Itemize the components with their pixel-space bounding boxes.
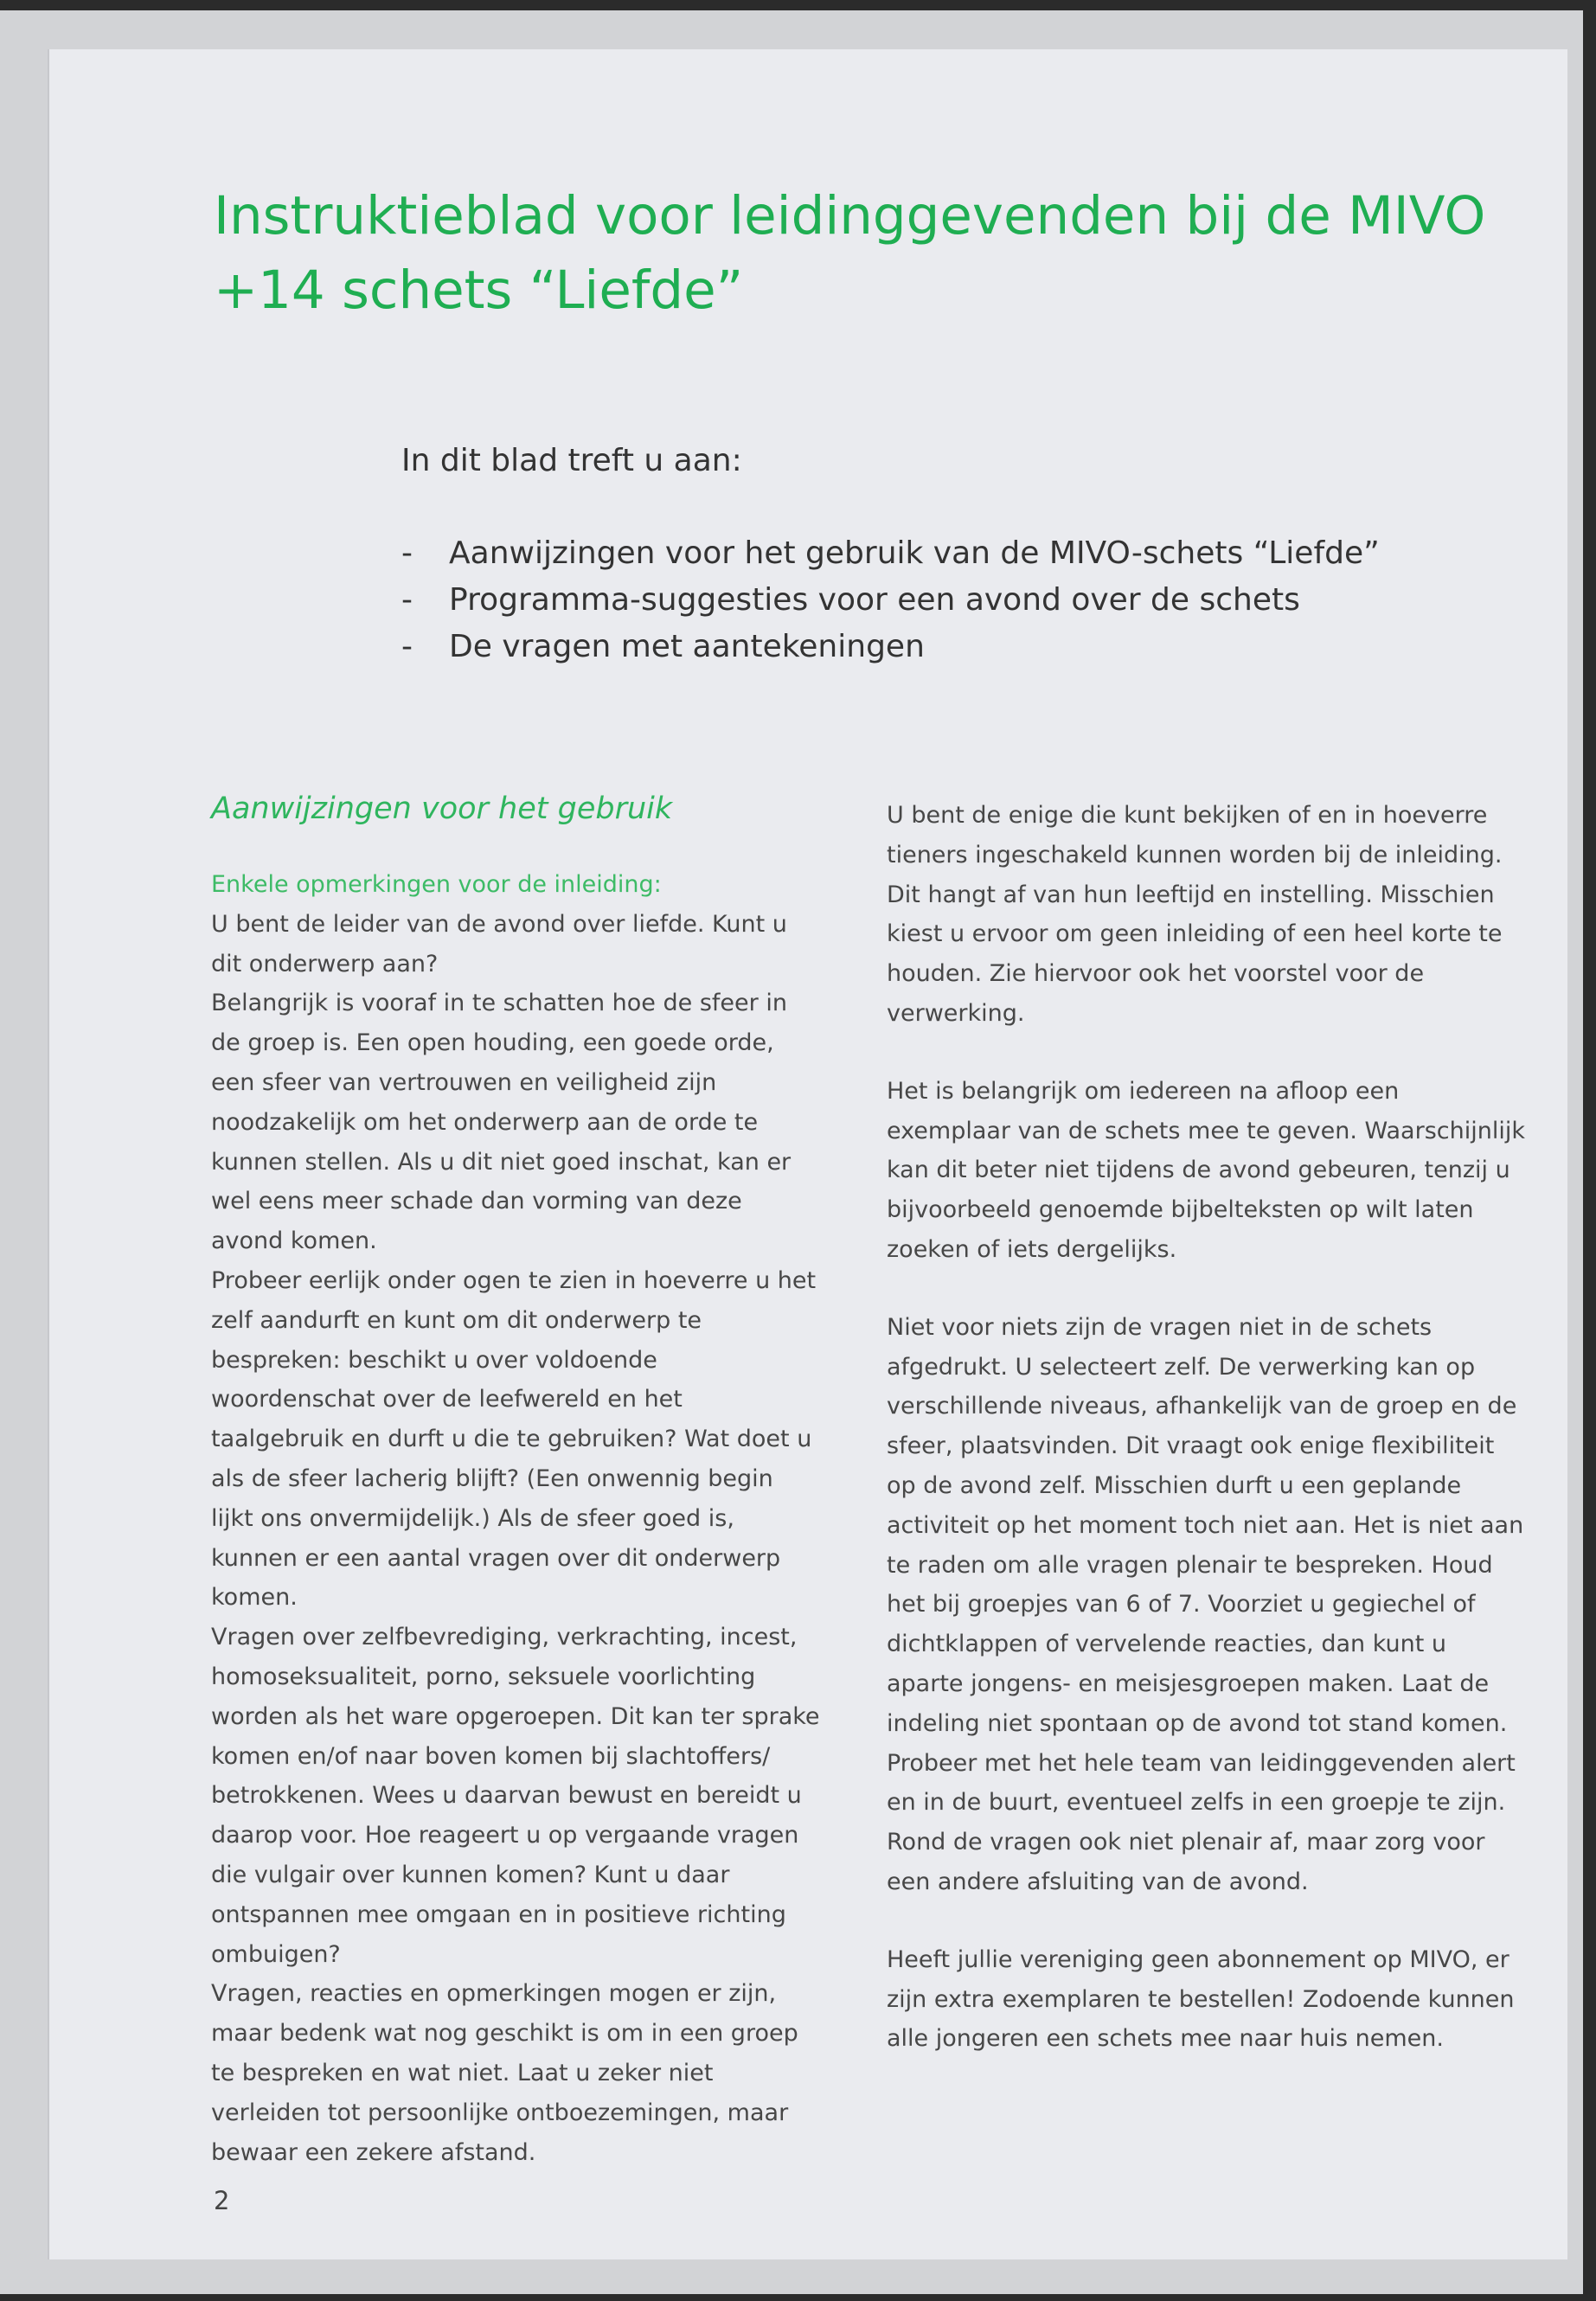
page-title-line-2: +14 schets “Liefde” (214, 260, 744, 321)
contents-list-item: - De vragen met aantekeningen (401, 624, 1380, 670)
body-paragraph: U bent de enige die kunt bekijken of en in hoeverre tieners ingeschakeld kunnen worden bij de inleiding. Dit hangt af van hun leeftijd en instelling. Misschien kiest u ervoor om geen inleiding of een heel korte te houden. Zie hiervoor ook het voorstel voor de verwerking. (887, 802, 1503, 1027)
contents-list-item: - Programma-suggesties voor een avond over de schets (401, 577, 1380, 624)
page-number: 2 (214, 2186, 230, 2215)
contents-list-item: - Aanwijzingen voor het gebruik van de MIVO-schets “Liefde” (401, 530, 1380, 577)
page-title (214, 179, 1563, 328)
body-paragraph: Het is belangrijk om iedereen na afloop een exemplaar van de schets mee te geven. Waarschijnlijk kan dit beter niet tijdens de avond gebeuren, tenzij u bijvoorbeeld genoemde bijbelteksten op wilt laten zoeken of iets dergelijks. (887, 1077, 1525, 1263)
sub-heading: Enkele opmerkingen voor de inleiding: (211, 871, 662, 898)
right-column (887, 796, 1527, 2059)
scanned-sheet (0, 10, 1583, 2294)
section-heading: Aanwijzingen voor het gebruik (211, 792, 673, 826)
body-paragraph: U bent de leider van de avond over liefde. Kunt u dit onderwerp aan? (211, 910, 787, 977)
body-paragraph: Heeft jullie vereniging geen abonnement op MIVO, er zijn extra exemplaren te bestellen! Zodoende kunnen alle jongeren een schets mee naar huis nemen. (887, 1945, 1515, 2053)
intro-text: In dit blad treft u aan: (401, 443, 742, 478)
body-paragraph: Niet voor niets zijn de vragen niet in de schets afgedrukt. U selecteert zelf. De verwerking kan op verschillende niveaus, afhankelijk van de groep en de sfeer, plaatsvinden. Dit vraagt ook enige flexibiliteit op de avond zelf. Misschien durft u een geplande activiteit op het moment toch niet aan. Het is niet aan te raden om alle vragen plenair te bespreken. Houd het bij groepjes van 6 of 7. Voorziet u gegiechel of dichtklappen of vervelende reacties, dan kunt u aparte jongens- en meisjesgroepen maken. Laat de indeling niet spontaan op de avond tot stand komen. Probeer met het hele team van leidinggevenden alert en in de buurt, eventueel zelfs in een groepje te zijn. Rond de vragen ook niet plenair af, maar zorg voor een andere afsluiting van de avond. (887, 1313, 1524, 1895)
body-paragraph: Belangrijk is vooraf in te schatten hoe de sfeer in de groep is. Een open houding, een goede orde, een sfeer van vertrouwen en veiligheid zijn noodzakelijk om het onderwerp aan de orde te kunnen stellen. Als u dit niet goed inschat, kan er wel eens meer schade dan vorming van deze avond komen. (211, 990, 792, 1255)
body-paragraph: Vragen over zelfbevrediging, verkrachting, incest, homoseksualiteit, porno, seksuele voorlichting worden als het ware opgeroepen. Dit kan ter sprake komen en/of naar boven komen bij slachtoffers/ betrokkenen. Wees u daarvan bewust en bereidt u daarop voor. Hoe reageert u op vergaande vragen die vulgair over kunnen komen? Kunt u daar ontspannen mee omgaan en in positieve richting ombuigen? (211, 1624, 820, 1968)
left-column (211, 789, 821, 2172)
page-title-line-1: Instruktieblad voor leidinggevenden bij de MIVO (214, 185, 1486, 247)
body-paragraph: Vragen, reacties en opmerkingen mogen er zijn, maar bedenk wat nog geschikt is om in een groep te bespreken en wat niet. Laat u zeker niet verleiden tot persoonlijke ontboezemingen, maar bewaar een zekere afstand. (211, 1980, 798, 2166)
body-paragraph: Probeer eerlijk onder ogen te zien in hoeverre u het zelf aandurft en kunt om dit onderwerp te bespreken: beschikt u over voldoende woordenschat over de leefwereld en het taalgebruik en durft u die te gebruiken? Wat doet u als de sfeer lacherig blijft? (Een onwennig begin lijkt ons onvermijdelijk.) Als de sfeer goed is, kunnen er een aantal vragen over dit onderwerp komen. (211, 1266, 817, 1612)
document-page (48, 49, 1567, 2259)
contents-list (401, 530, 1380, 670)
